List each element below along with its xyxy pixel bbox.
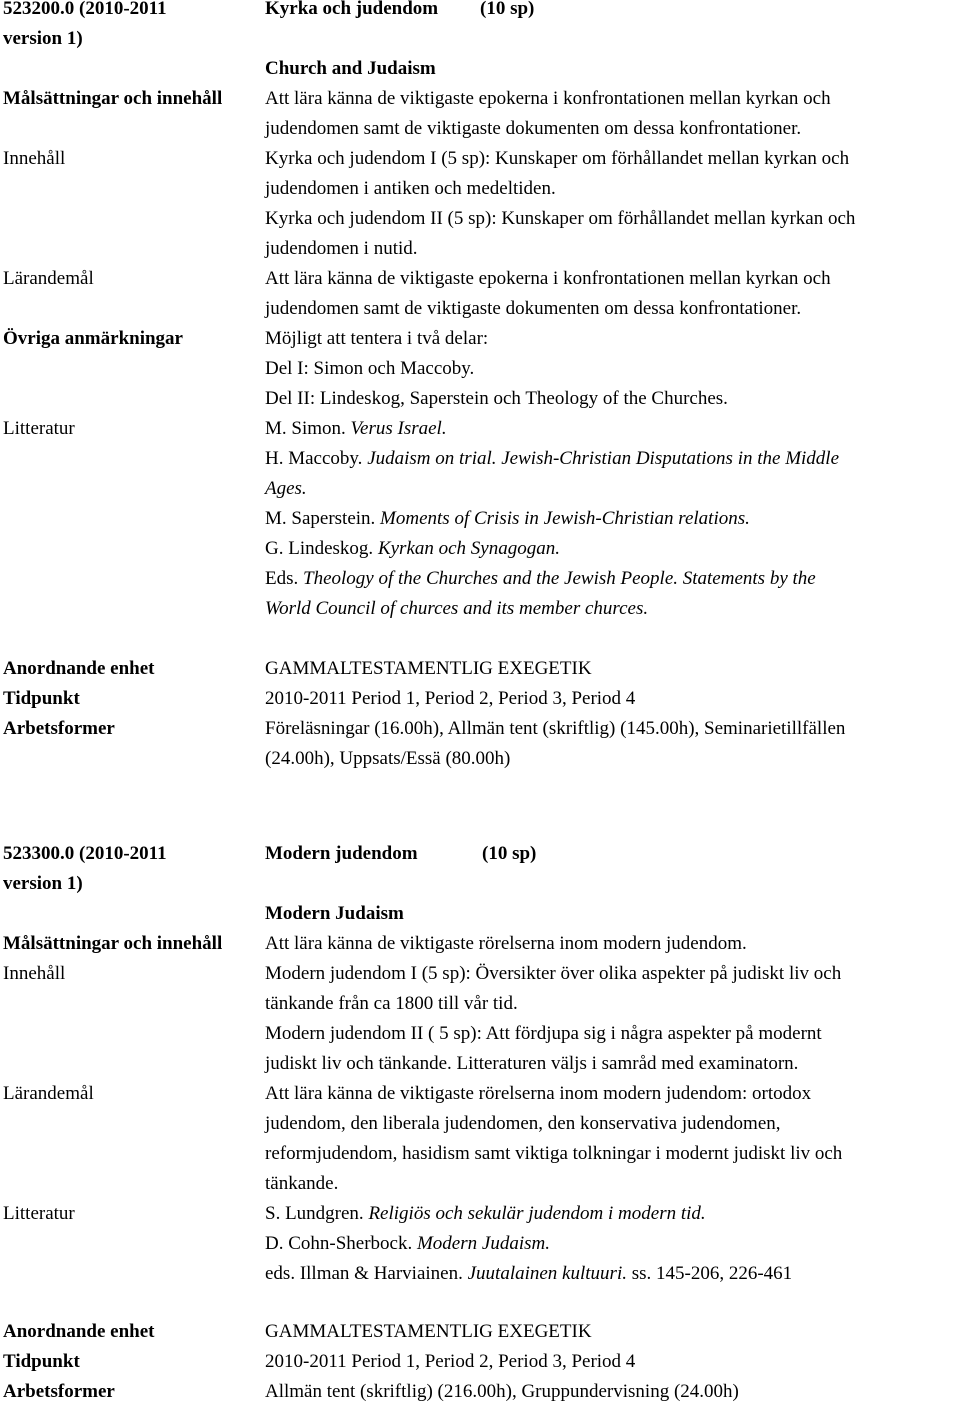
label-outcomes: Lärandemål [3, 1083, 94, 1104]
course-title-en: Modern Judaism [265, 903, 404, 924]
label-time: Tidpunkt [3, 1351, 80, 1372]
remarks-line: Möjligt att tentera i två delar: [265, 328, 489, 349]
unit-value: GAMMALTESTAMENTLIG EXEGETIK [265, 658, 592, 679]
literature-author: Eds. [265, 568, 303, 589]
course-code: 523300.0 (2010-2011 [3, 843, 167, 864]
course-credits: (10 sp) [482, 843, 537, 864]
literature-item [265, 444, 839, 474]
literature-title: Moments of Crisis in Jewish-Christian relations. [380, 508, 750, 529]
literature-title: Judaism on trial. Jewish-Christian Disputations in the Middle [367, 448, 840, 469]
goals-line: Att lära känna de viktigaste rörelserna inom modern judendom. [265, 933, 747, 954]
literature-author: S. Lundgren. [265, 1203, 369, 1224]
methods-line: (24.00h), Uppsats/Essä (80.00h) [265, 748, 511, 769]
literature-item [265, 1199, 706, 1229]
label-time: Tidpunkt [3, 688, 80, 709]
content-line: judiskt liv och tänkande. Litteraturen väljs i samråd med examinatorn. [265, 1053, 799, 1074]
literature-item [265, 564, 816, 594]
literature-item [265, 534, 560, 564]
literature-item [265, 414, 447, 444]
outcomes-line: judendom, den liberala judendomen, den konservativa judendomen, [265, 1113, 781, 1134]
remarks-line: Del I: Simon och Maccoby. [265, 358, 475, 379]
label-methods: Arbetsformer [3, 718, 115, 739]
literature-item [265, 594, 648, 624]
literature-title: Theology of the Churches and the Jewish People. Statements by the [303, 568, 816, 589]
content-line: Kyrka och judendom II (5 sp): Kunskaper om förhållandet mellan kyrkan och [265, 208, 856, 229]
content-line: Modern judendom II ( 5 sp): Att fördjupa sig i några aspekter på modernt [265, 1023, 822, 1044]
literature-item [265, 1229, 550, 1259]
outcomes-line: tänkande. [265, 1173, 339, 1194]
label-unit: Anordnande enhet [3, 658, 155, 679]
goals-line: Att lära känna de viktigaste epokerna i konfrontationen mellan kyrkan och [265, 88, 831, 109]
literature-item [265, 1259, 792, 1289]
goals-line: judendomen samt de viktigaste dokumenten om dessa konfrontationer. [265, 118, 802, 139]
literature-author: eds. Illman & Harviainen. [265, 1263, 468, 1284]
course-credits: (10 sp) [480, 0, 535, 19]
literature-title: Verus Israel. [350, 418, 447, 439]
methods-line: Föreläsningar (16.00h), Allmän tent (skriftlig) (145.00h), Seminarietillfällen [265, 718, 846, 739]
course-code: 523200.0 (2010-2011 [3, 0, 167, 19]
literature-title: Religiös och sekulär judendom i modern tid. [368, 1203, 706, 1224]
outcomes-line: Att lära känna de viktigaste epokerna i konfrontationen mellan kyrkan och [265, 268, 831, 289]
label-content: Innehåll [3, 148, 66, 169]
literature-author: H. Maccoby. [265, 448, 368, 469]
label-content: Innehåll [3, 963, 66, 984]
unit-value: GAMMALTESTAMENTLIG EXEGETIK [265, 1321, 592, 1342]
time-value: 2010-2011 Period 1, Period 2, Period 3, Period 4 [265, 1351, 636, 1372]
label-remarks: Övriga anmärkningar [3, 328, 183, 349]
label-methods: Arbetsformer [3, 1381, 115, 1402]
remarks-line: Del II: Lindeskog, Saperstein och Theology of the Churches. [265, 388, 728, 409]
label-outcomes: Lärandemål [3, 268, 94, 289]
literature-item [265, 504, 750, 534]
literature-title: World Council of churces and its member churces. [265, 598, 649, 619]
literature-title: Juutalainen kultuuri. [467, 1263, 627, 1284]
course-code-version: version 1) [3, 873, 83, 894]
content-line: judendomen i nutid. [265, 238, 418, 259]
content-line: tänkande från ca 1800 till vår tid. [265, 993, 518, 1014]
literature-title: Kyrkan och Synagogan. [377, 538, 560, 559]
label-literature: Litteratur [3, 1203, 75, 1224]
literature-item [265, 474, 307, 504]
course-code-version: version 1) [3, 28, 83, 49]
label-unit: Anordnande enhet [3, 1321, 155, 1342]
literature-author: M. Simon. [265, 418, 351, 439]
course-title-sv: Modern judendom [265, 843, 418, 864]
time-value: 2010-2011 Period 1, Period 2, Period 3, Period 4 [265, 688, 636, 709]
content-line: Modern judendom I (5 sp): Översikter över olika aspekter på judiskt liv och [265, 963, 842, 984]
outcomes-line: judendomen samt de viktigaste dokumenten om dessa konfrontationer. [265, 298, 802, 319]
outcomes-line: reformjudendom, hasidism samt viktiga tolkningar i modernt judiskt liv och [265, 1143, 843, 1164]
methods-line: Allmän tent (skriftlig) (216.00h), Gruppundervisning (24.00h) [265, 1381, 739, 1402]
content-line: Kyrka och judendom I (5 sp): Kunskaper om förhållandet mellan kyrkan och [265, 148, 850, 169]
outcomes-line: Att lära känna de viktigaste rörelserna inom modern judendom: ortodox [265, 1083, 812, 1104]
content-line: judendomen i antiken och medeltiden. [265, 178, 556, 199]
label-goals: Målsättningar och innehåll [3, 933, 223, 954]
course-title-sv: Kyrka och judendom [265, 0, 439, 19]
literature-pages: ss. 145-206, 226-461 [626, 1263, 793, 1284]
literature-author: M. Saperstein. [265, 508, 381, 529]
literature-title: Ages. [265, 478, 307, 499]
literature-title: Modern Judaism. [416, 1233, 550, 1254]
course-title-en: Church and Judaism [265, 58, 436, 79]
literature-author: D. Cohn-Sherbock. [265, 1233, 417, 1254]
label-goals: Målsättningar och innehåll [3, 88, 223, 109]
literature-author: G. Lindeskog. [265, 538, 378, 559]
label-literature: Litteratur [3, 418, 75, 439]
